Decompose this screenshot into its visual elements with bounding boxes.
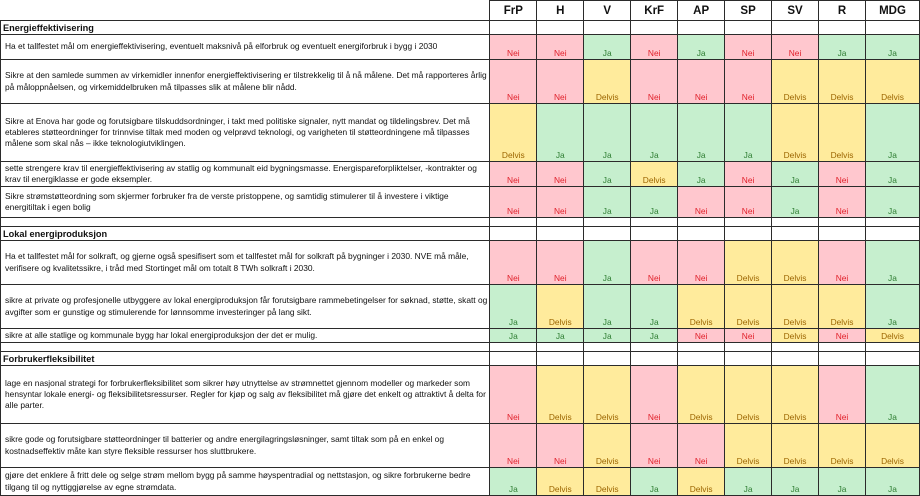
policy-text: sikre at private og profesjonelle utbyggere av lokal energiproduksjon får forutsigbare rammebetingelser for søknad, støtte, skatt og avgifter som er gunstige og stimulerende for lønnsomme investeringer på lang sikt. bbox=[1, 285, 490, 329]
policy-text: Sikre at den samlede summen av virkemidler innenfor energieffektivisering er tilstrekkelig til å nå målene. Det må rapporteres årlig på måloppnåelsen, og virkemiddelbruken må tilpasses slik at målene blir nådd. bbox=[1, 60, 490, 104]
empty-cell bbox=[865, 352, 919, 366]
empty-cell bbox=[772, 227, 819, 241]
empty-cell bbox=[865, 227, 919, 241]
stance-cell: Delvis bbox=[725, 241, 772, 285]
empty-cell bbox=[772, 352, 819, 366]
empty-cell bbox=[537, 343, 584, 352]
stance-cell: Ja bbox=[678, 35, 725, 60]
stance-cell: Delvis bbox=[490, 104, 537, 162]
stance-cell: Delvis bbox=[584, 60, 631, 104]
empty-cell bbox=[678, 227, 725, 241]
table-row bbox=[1, 468, 920, 496]
stance-cell: Delvis bbox=[819, 424, 866, 468]
stance-cell: Delvis bbox=[678, 468, 725, 496]
policy-text: Ha et tallfestet mål om energieffektivisering, eventuelt maksnivå på elforbruk og eventuelt energiforbruk i bygg i 2030 bbox=[1, 35, 490, 60]
stance-cell: Nei bbox=[678, 60, 725, 104]
empty-cell bbox=[678, 352, 725, 366]
empty-cell bbox=[772, 218, 819, 227]
stance-cell: Delvis bbox=[819, 60, 866, 104]
empty-cell bbox=[537, 21, 584, 35]
table-row bbox=[1, 60, 920, 104]
table-row bbox=[1, 162, 920, 187]
stance-cell: Nei bbox=[819, 329, 866, 343]
empty-cell bbox=[584, 343, 631, 352]
party-mdg: MDG bbox=[865, 1, 919, 21]
stance-cell: Ja bbox=[584, 241, 631, 285]
empty-cell bbox=[584, 21, 631, 35]
section-title: Lokal energiproduksjon bbox=[1, 227, 490, 241]
empty-cell bbox=[819, 227, 866, 241]
stance-cell: Delvis bbox=[772, 60, 819, 104]
table-body bbox=[1, 21, 920, 496]
stance-cell: Ja bbox=[772, 187, 819, 218]
stance-cell: Ja bbox=[725, 104, 772, 162]
section-header-row bbox=[1, 352, 920, 366]
empty-cell bbox=[631, 21, 678, 35]
stance-cell: Ja bbox=[772, 468, 819, 496]
stance-cell: Nei bbox=[490, 162, 537, 187]
stance-cell: Nei bbox=[678, 424, 725, 468]
table-row bbox=[1, 329, 920, 343]
stance-cell: Ja bbox=[819, 35, 866, 60]
stance-cell: Nei bbox=[772, 35, 819, 60]
stance-cell: Nei bbox=[819, 187, 866, 218]
empty-cell bbox=[819, 343, 866, 352]
empty-cell bbox=[490, 227, 537, 241]
policy-text: Sikre strømstøtteordning som skjermer forbruker fra de verste pristoppene, og samtidig stimulerer til å investere i viktige energitiltak i egen bolig bbox=[1, 187, 490, 218]
empty-cell bbox=[725, 343, 772, 352]
policy-text: sette strengere krav til energieffektivisering av statlig og kommunalt eid bygningsmasse. Energispareforpliktelser, -kontrakter og krav til energiklasse er gode eksempler. bbox=[1, 162, 490, 187]
empty-cell bbox=[678, 21, 725, 35]
empty-cell bbox=[678, 218, 725, 227]
stance-cell: Ja bbox=[537, 104, 584, 162]
empty-cell bbox=[490, 21, 537, 35]
stance-cell: Nei bbox=[631, 241, 678, 285]
empty-cell bbox=[865, 343, 919, 352]
stance-cell: Ja bbox=[865, 162, 919, 187]
policy-text: sikre gode og forutsigbare støtteordninger til batterier og andre energilagringsløsninger, samt tiltak som på en enkel og kostnadseffektiv måte kan styre fleksible ressurser hos sluttbrukere. bbox=[1, 424, 490, 468]
stance-cell: Ja bbox=[537, 329, 584, 343]
stance-cell: Delvis bbox=[584, 468, 631, 496]
stance-cell: Ja bbox=[865, 104, 919, 162]
section-title: Energieffektivisering bbox=[1, 21, 490, 35]
empty-cell bbox=[865, 21, 919, 35]
policy-text: Sikre at Enova har gode og forutsigbare tilskuddsordninger, i takt med politiske signaler, nytt mandat og tildelingsbrev. Det må etableres støtteordninger for trinnvise tiltak med moden og velprøvd teknologi, og varigheten til støtteordningene må tilpasses målene som skal nås – ikke teknologiutviklingen. bbox=[1, 104, 490, 162]
stance-cell: Delvis bbox=[865, 424, 919, 468]
table-row bbox=[1, 424, 920, 468]
stance-cell: Ja bbox=[865, 241, 919, 285]
party-h: H bbox=[537, 1, 584, 21]
stance-cell: Ja bbox=[490, 329, 537, 343]
stance-cell: Delvis bbox=[584, 424, 631, 468]
policy-text: sikre at alle statlige og kommunale bygg har lokal energiproduksjon der det er mulig. bbox=[1, 329, 490, 343]
policy-text: Ha et tallfestet mål for solkraft, og gjerne også spesifisert som et tallfestet mål for solkraft på bygninger i 2030. NVE må måle, verifisere og kvalitetssikre, i tråd med Stortinget mål om totalt 8 TWh solkraft i 2030. bbox=[1, 241, 490, 285]
stance-cell: Nei bbox=[537, 35, 584, 60]
table-row bbox=[1, 241, 920, 285]
empty-cell bbox=[772, 21, 819, 35]
stance-cell: Nei bbox=[725, 60, 772, 104]
stance-cell: Ja bbox=[772, 162, 819, 187]
stance-cell: Ja bbox=[865, 35, 919, 60]
party-r: R bbox=[819, 1, 866, 21]
stance-cell: Ja bbox=[631, 104, 678, 162]
stance-cell: Ja bbox=[584, 104, 631, 162]
stance-cell: Nei bbox=[819, 366, 866, 424]
stance-cell: Nei bbox=[725, 162, 772, 187]
stance-cell: Ja bbox=[865, 187, 919, 218]
empty-cell bbox=[772, 343, 819, 352]
stance-cell: Delvis bbox=[772, 285, 819, 329]
stance-cell: Nei bbox=[490, 366, 537, 424]
empty-cell bbox=[631, 343, 678, 352]
stance-cell: Ja bbox=[584, 329, 631, 343]
party-frp: FrP bbox=[490, 1, 537, 21]
empty-cell bbox=[490, 343, 537, 352]
table-row bbox=[1, 104, 920, 162]
stance-cell: Delvis bbox=[865, 329, 919, 343]
stance-cell: Nei bbox=[631, 60, 678, 104]
stance-cell: Ja bbox=[865, 285, 919, 329]
stance-cell: Ja bbox=[725, 468, 772, 496]
stance-cell: Nei bbox=[537, 60, 584, 104]
empty-cell bbox=[537, 218, 584, 227]
stance-cell: Delvis bbox=[819, 104, 866, 162]
stance-cell: Ja bbox=[631, 468, 678, 496]
stance-cell: Ja bbox=[678, 104, 725, 162]
stance-cell: Nei bbox=[537, 187, 584, 218]
stance-cell: Nei bbox=[725, 187, 772, 218]
stance-cell: Nei bbox=[819, 241, 866, 285]
stance-cell: Nei bbox=[725, 35, 772, 60]
empty-cell bbox=[678, 343, 725, 352]
stance-cell: Ja bbox=[865, 366, 919, 424]
stance-cell: Nei bbox=[678, 329, 725, 343]
stance-cell: Ja bbox=[678, 162, 725, 187]
stance-cell: Ja bbox=[584, 35, 631, 60]
stance-cell: Nei bbox=[631, 366, 678, 424]
stance-cell: Delvis bbox=[819, 285, 866, 329]
section-header-row bbox=[1, 227, 920, 241]
stance-cell: Delvis bbox=[678, 285, 725, 329]
stance-cell: Nei bbox=[725, 329, 772, 343]
empty-cell bbox=[537, 352, 584, 366]
empty-cell bbox=[819, 21, 866, 35]
stance-cell: Nei bbox=[631, 35, 678, 60]
table-row bbox=[1, 187, 920, 218]
stance-cell: Nei bbox=[490, 35, 537, 60]
party-header-row bbox=[1, 1, 920, 21]
stance-cell: Ja bbox=[631, 187, 678, 218]
empty-cell bbox=[490, 218, 537, 227]
stance-cell: Ja bbox=[631, 329, 678, 343]
party-ap: AP bbox=[678, 1, 725, 21]
empty-cell bbox=[537, 227, 584, 241]
stance-cell: Ja bbox=[865, 468, 919, 496]
empty-cell bbox=[725, 352, 772, 366]
stance-cell: Nei bbox=[537, 162, 584, 187]
stance-cell: Nei bbox=[678, 241, 725, 285]
party-v: V bbox=[584, 1, 631, 21]
empty-cell bbox=[725, 218, 772, 227]
table-row bbox=[1, 366, 920, 424]
stance-cell: Nei bbox=[490, 60, 537, 104]
stance-cell: Delvis bbox=[537, 468, 584, 496]
stance-cell: Nei bbox=[678, 187, 725, 218]
stance-cell: Nei bbox=[490, 241, 537, 285]
stance-cell: Nei bbox=[537, 424, 584, 468]
policy-text: lage en nasjonal strategi for forbrukerfleksibilitet som sikrer høy utnyttelse av strømnettet gjennom modeller og markeder som hensyntar lokale energi- og fleksibilitetsressurser. Regler for kjøp og salg av fleksibilitet må gjøre det enkelt og attraktivt å delta for alle parter. bbox=[1, 366, 490, 424]
stance-cell: Delvis bbox=[772, 366, 819, 424]
stance-cell: Nei bbox=[819, 162, 866, 187]
stance-cell: Ja bbox=[490, 285, 537, 329]
stance-cell: Delvis bbox=[725, 366, 772, 424]
empty-cell bbox=[865, 218, 919, 227]
empty-cell bbox=[725, 227, 772, 241]
empty-cell bbox=[819, 218, 866, 227]
empty-cell bbox=[584, 352, 631, 366]
stance-cell: Delvis bbox=[537, 366, 584, 424]
stance-cell: Ja bbox=[490, 468, 537, 496]
party-sp: SP bbox=[725, 1, 772, 21]
section-header-row bbox=[1, 21, 920, 35]
stance-cell: Delvis bbox=[772, 241, 819, 285]
table-row bbox=[1, 35, 920, 60]
empty-cell bbox=[1, 218, 490, 227]
stance-cell: Delvis bbox=[772, 424, 819, 468]
stance-cell: Ja bbox=[584, 162, 631, 187]
stance-cell: Nei bbox=[490, 424, 537, 468]
empty-cell bbox=[725, 21, 772, 35]
stance-cell: Delvis bbox=[772, 104, 819, 162]
stance-cell: Nei bbox=[537, 241, 584, 285]
party-krf: KrF bbox=[631, 1, 678, 21]
spacer-row bbox=[1, 218, 920, 227]
stance-cell: Delvis bbox=[584, 366, 631, 424]
empty-cell bbox=[819, 352, 866, 366]
stance-cell: Delvis bbox=[725, 424, 772, 468]
stance-cell: Delvis bbox=[678, 366, 725, 424]
stance-cell: Delvis bbox=[865, 60, 919, 104]
empty-cell bbox=[1, 343, 490, 352]
table-row bbox=[1, 285, 920, 329]
section-title: Forbrukerfleksibilitet bbox=[1, 352, 490, 366]
empty-cell bbox=[631, 218, 678, 227]
empty-cell bbox=[490, 352, 537, 366]
stance-cell: Delvis bbox=[537, 285, 584, 329]
stance-cell: Delvis bbox=[772, 329, 819, 343]
stance-cell: Delvis bbox=[631, 162, 678, 187]
stance-cell: Ja bbox=[631, 285, 678, 329]
stance-cell: Nei bbox=[631, 424, 678, 468]
party-sv: SV bbox=[772, 1, 819, 21]
header-spacer bbox=[1, 1, 490, 21]
stance-cell: Ja bbox=[584, 187, 631, 218]
stance-cell: Ja bbox=[584, 285, 631, 329]
empty-cell bbox=[584, 218, 631, 227]
stance-cell: Delvis bbox=[725, 285, 772, 329]
stance-cell: Ja bbox=[819, 468, 866, 496]
stance-cell: Nei bbox=[490, 187, 537, 218]
empty-cell bbox=[631, 352, 678, 366]
spacer-row bbox=[1, 343, 920, 352]
empty-cell bbox=[631, 227, 678, 241]
policy-text: gjøre det enklere å fritt dele og selge strøm mellom bygg på samme høyspentradial og nettstasjon, og sikre forbrukerne bedre tilgang til og nyttiggjørelse av egne strømdata. bbox=[1, 468, 490, 496]
empty-cell bbox=[584, 227, 631, 241]
